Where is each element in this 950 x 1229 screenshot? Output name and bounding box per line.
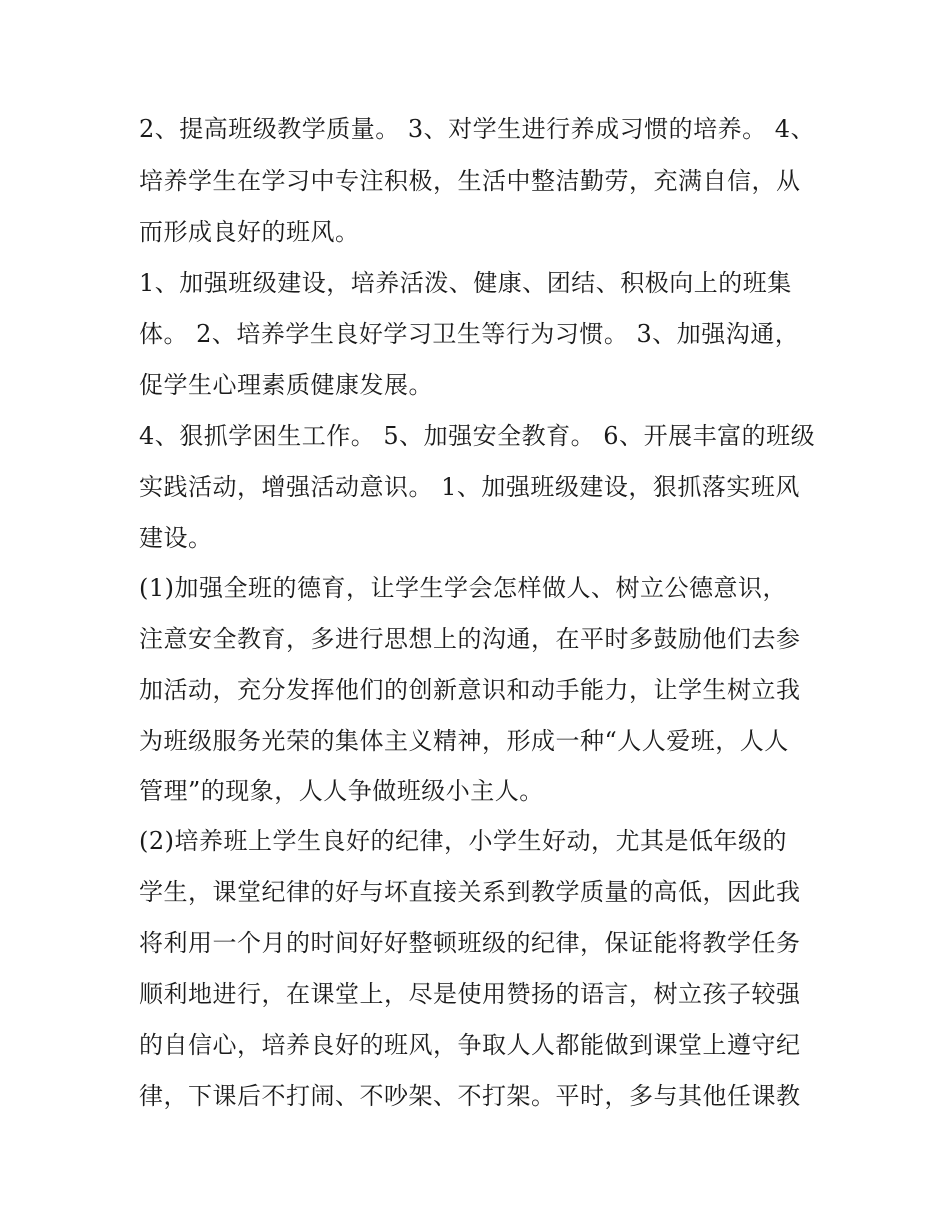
text-line: 学生，课堂纪律的好与坏直接关系到教学质量的高低，因此我 (139, 878, 801, 906)
text-line: 的自信心，培养良好的班风，争取人人都能做到课堂上遵守纪 (139, 1031, 801, 1059)
text-line: 4、狠抓学困生工作。 5、加强安全教育。 6、开展丰富的班级 (139, 422, 816, 450)
text-line: 实践活动，增强活动意识。 1、加强班级建设，狠抓落实班风 (139, 473, 800, 501)
text-line: 注意安全教育，多进行思想上的沟通，在平时多鼓励他们去参 (139, 625, 801, 653)
text-line: 促学生心理素质健康发展。 (139, 371, 433, 399)
text-line: 1、加强班级建设，培养活泼、健康、团结、积极向上的班集 (139, 269, 792, 297)
text-line: 律，下课后不打闹、不吵架、不打架。平时，多与其他任课教 (139, 1082, 801, 1110)
text-line: 顺利地进行，在课堂上，尽是使用赞扬的语言，树立孩子较强 (139, 980, 801, 1008)
text-line: (2)培养班上学生良好的纪律，小学生好动，尤其是低年级的 (139, 827, 787, 855)
text-line: 而形成良好的班风。 (139, 218, 360, 246)
text-line: (1)加强全班的德育，让学生学会怎样做人、树立公德意识， (139, 574, 787, 602)
text-line: 加活动，充分发挥他们的创新意识和动手能力，让学生树立我 (139, 676, 801, 704)
text-line: 为班级服务光荣的集体主义精神，形成一种“人人爱班，人人 (139, 727, 789, 755)
text-line: 体。 2、培养学生良好学习卫生等行为习惯。 3、加强沟通， (139, 320, 800, 348)
text-line: 培养学生在学习中专注积极，生活中整洁勤劳，充满自信，从 (139, 167, 801, 195)
text-line: 2、提高班级教学质量。 3、对学生进行养成习惯的培养。 4、 (139, 115, 816, 143)
text-line: 建设。 (139, 524, 213, 552)
text-line: 将利用一个月的时间好好整顿班级的纪律，保证能将教学任务 (139, 929, 801, 957)
text-line: 管理”的现象，人人争做班级小主人。 (139, 777, 544, 805)
